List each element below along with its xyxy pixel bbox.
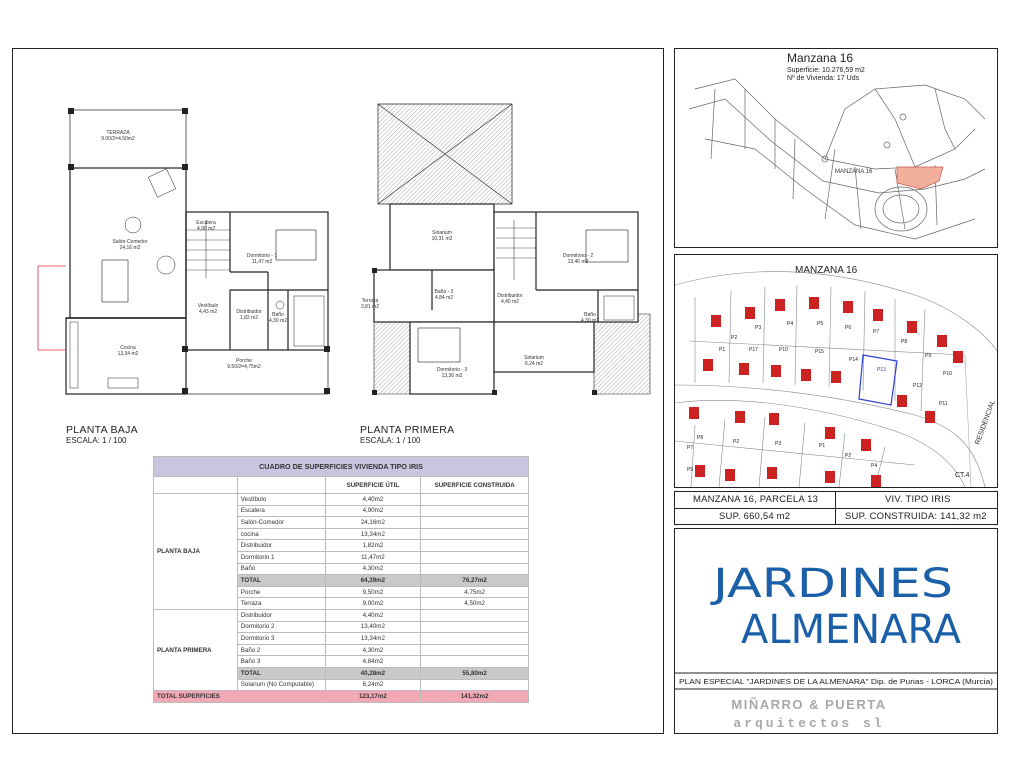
first-plan-scale: ESCALA: 1 / 100 [360, 436, 421, 445]
distribuidor-area: 1,82 m2 [239, 315, 259, 321]
cell-construida [421, 563, 529, 575]
logo-line2: ALMENARA [741, 607, 962, 653]
svg-text:P8: P8 [901, 339, 908, 345]
porche-label: Porche [236, 358, 252, 364]
architect-name: MIÑARRO & PUERTA [731, 697, 887, 712]
logo-line1: JARDINES [709, 561, 953, 607]
svg-text:P9: P9 [925, 353, 932, 359]
cell-util: 11,47m2 [325, 551, 421, 563]
street-label: RESIDENCIAL [974, 399, 997, 446]
cell-util: 9,00m2 [325, 598, 421, 610]
escalera-area: 4,90 m2 [196, 226, 216, 232]
dormitorio2-label: Dormitorio - 2 [562, 253, 594, 259]
solarium2-label: Solarium [524, 355, 544, 361]
cell-name: Baño 3 [237, 656, 325, 668]
cell-util: 40,28m2 [325, 667, 421, 679]
cell-construida [421, 633, 529, 645]
cell-construida [421, 528, 529, 540]
architect-sub: arquitectos sl [733, 716, 885, 731]
sup-label: SUP. 660,54 m2 [719, 511, 791, 522]
vestibulo-area: 4,43 m2 [198, 309, 218, 315]
bano3-label: Baño - 3 [434, 289, 454, 295]
cell-util: 9,50m2 [325, 586, 421, 598]
col-construida: SUPERFICIE CONSTRUIDA [421, 477, 529, 494]
cell-name: Salón-Comedor [237, 517, 325, 529]
solarium2-area: 6,24 m2 [524, 361, 544, 367]
dormitorio3-label: Dormitorio - 3 [436, 367, 468, 373]
svg-text:P12: P12 [913, 383, 922, 389]
cell-util: 13,34m2 [325, 528, 421, 540]
parcela-label: MANZANA 16, PARCELA 13 [693, 494, 819, 505]
col-util: SUPERFICIE ÚTIL [325, 477, 421, 494]
svg-text:P2: P2 [733, 439, 740, 445]
cell-construida: 4,50m2 [421, 598, 529, 610]
cell-name: Solarium (No Computable) [237, 679, 325, 691]
ground-group-label: PLANTA BAJA [154, 494, 238, 610]
cell-construida [421, 679, 529, 691]
svg-text:P10: P10 [779, 347, 788, 353]
title-block [674, 528, 998, 734]
svg-text:P15: P15 [815, 349, 824, 355]
map-top-title: Manzana 16 [787, 51, 854, 65]
grand-total-row [154, 691, 529, 703]
cell-construida [421, 517, 529, 529]
cell-name: TOTAL [237, 575, 325, 587]
terraza-first-label: Terraza [361, 298, 379, 304]
surfaces-table [153, 456, 529, 703]
map-top-superficie: Superficie: 10.276,59 m2 [787, 67, 865, 74]
svg-text:P2: P2 [731, 335, 738, 341]
svg-text:P11: P11 [939, 401, 948, 407]
first-plan-title: PLANTA PRIMERA [360, 424, 455, 436]
bano2-area: 4,30 m2 [580, 318, 600, 324]
cell-util: 1,82m2 [325, 540, 421, 552]
distribuidor-label: Distribuidor [236, 309, 262, 315]
dormitorio1-area: 11,47 m2 [251, 259, 273, 265]
cell-construida: 76,27m2 [421, 575, 529, 587]
project-logo [675, 529, 997, 733]
ground-plan-scale: ESCALA: 1 / 100 [66, 436, 127, 445]
parcel-map-drawing [675, 255, 997, 487]
site-map-panel [674, 48, 998, 248]
plan-especial-text: PLAN ESPECIAL "JARDINES DE LA ALMENARA" Dip. de Purias - LORCA (Murcia) [679, 677, 994, 686]
cell-util: 13,34m2 [325, 633, 421, 645]
cell-name: Escalera [237, 505, 325, 517]
escalera-label: Escalera [196, 220, 216, 226]
cell-name: Terraza [237, 598, 325, 610]
cell-name: TOTAL [237, 667, 325, 679]
cell-construida [421, 494, 529, 506]
salon-area: 24,16 m2 [119, 245, 141, 251]
cell-util: 4,30m2 [325, 644, 421, 656]
map-top-viviendas: Nº de Vivienda: 17 Uds [787, 75, 860, 82]
site-map-drawing [675, 49, 997, 247]
cell-name: Porche [237, 586, 325, 598]
svg-text:P5: P5 [687, 467, 694, 473]
cell-util: 4,90m2 [325, 505, 421, 517]
cell-util: 4,40m2 [325, 609, 421, 621]
cell-construida [421, 656, 529, 668]
svg-text:P1: P1 [719, 347, 726, 353]
dormitorio1-label: Dormitorio - 1 [246, 253, 278, 259]
salon-label: Salón-Comedor [112, 239, 148, 245]
cell-util: 13,40m2 [325, 621, 421, 633]
bano-label: Baño [272, 312, 284, 318]
table-row [154, 609, 529, 621]
svg-text:P5: P5 [817, 321, 824, 327]
sup-construida-label: SUP. CONSTRUIDA: 141,32 m2 [845, 511, 987, 522]
cell-util: 6,24m2 [325, 679, 421, 691]
svg-text:P10: P10 [943, 371, 952, 377]
distribuidor-first-label: Distribuidor [497, 293, 523, 299]
highlight-parcel-label: P13 [877, 367, 886, 373]
svg-text:P3: P3 [775, 441, 782, 447]
cell-construida [421, 540, 529, 552]
cell-name: Baño 2 [237, 644, 325, 656]
svg-text:P8: P8 [697, 435, 704, 441]
table-row [154, 494, 529, 506]
cell-name: Distribuidor [237, 540, 325, 552]
dormitorio2-area: 13,40 m2 [567, 259, 589, 265]
cell-construida [421, 644, 529, 656]
table-title: CUADRO DE SUPERFICIES VIVIENDA TIPO IRIS [154, 457, 529, 477]
parcel-info [674, 491, 998, 525]
cell-construida: 4,75m2 [421, 586, 529, 598]
terraza-label: TERRAZA [106, 130, 130, 136]
cell-name: Dormitorio 1 [237, 551, 325, 563]
bano3-area: 4,84 m2 [434, 295, 454, 301]
svg-text:P4: P4 [871, 463, 878, 469]
cell-util: 4,30m2 [325, 563, 421, 575]
parcel-map-panel [674, 254, 998, 488]
ground-floor-plan [36, 100, 336, 410]
svg-text:P7: P7 [687, 445, 694, 451]
first-group-label: PLANTA PRIMERA [154, 609, 238, 690]
distribuidor-first-area: 4,40 m2 [500, 299, 520, 305]
svg-text:P7: P7 [873, 329, 880, 335]
cell-construida [421, 551, 529, 563]
solarium1-label: Solarium [432, 230, 452, 236]
svg-text:P2: P2 [845, 453, 852, 459]
grand-util: 123,17m2 [325, 691, 421, 703]
map-top-street: MANZANA 16 [835, 169, 873, 175]
ground-plan-title: PLANTA BAJA [66, 424, 138, 436]
cell-name: Dormitorio 3 [237, 633, 325, 645]
terraza-area: 9.00/2=4,50m2 [101, 136, 135, 142]
bano-area: 4,30 m2 [268, 318, 288, 324]
cell-construida [421, 609, 529, 621]
cell-util: 4,40m2 [325, 494, 421, 506]
cell-util: 24,16m2 [325, 517, 421, 529]
cell-name: Vestíbulo [237, 494, 325, 506]
svg-text:P17: P17 [749, 347, 758, 353]
cell-name: Distribuidor [237, 609, 325, 621]
tipo-label: VIV. TIPO IRIS [885, 494, 951, 505]
cell-construida [421, 621, 529, 633]
cell-util: 4,84m2 [325, 656, 421, 668]
bano2-label: Baño [584, 312, 596, 318]
grand-construida: 141,32m2 [421, 691, 529, 703]
cocina-area: 13,34 m2 [117, 351, 139, 357]
dormitorio3-area: 13,36 m2 [441, 373, 463, 379]
svg-text:P3: P3 [755, 325, 762, 331]
cell-name: Dormitorio 2 [237, 621, 325, 633]
map-bottom-title: MANZANA 16 [795, 265, 858, 276]
svg-text:P6: P6 [845, 325, 852, 331]
cell-name: Baño [237, 563, 325, 575]
first-floor-plan [346, 100, 656, 410]
cell-util: 64,39m2 [325, 575, 421, 587]
solarium1-area: 10,31 m2 [431, 236, 453, 242]
cell-name: cocina [237, 528, 325, 540]
terraza-first-area: 3,81 m2 [360, 304, 380, 310]
grand-label: TOTAL SUPERFICIES [154, 691, 326, 703]
cell-construida [421, 505, 529, 517]
porche-area: 9.50/2=4,75m2 [227, 364, 261, 370]
ct-label: CT.4 [955, 472, 970, 479]
svg-text:P14: P14 [849, 357, 858, 363]
cocina-label: Cocina [120, 345, 136, 351]
cell-construida: 55,80m2 [421, 667, 529, 679]
vestibulo-label: Vestíbulo [197, 303, 219, 309]
svg-text:P1: P1 [819, 443, 826, 449]
svg-text:P4: P4 [787, 321, 794, 327]
